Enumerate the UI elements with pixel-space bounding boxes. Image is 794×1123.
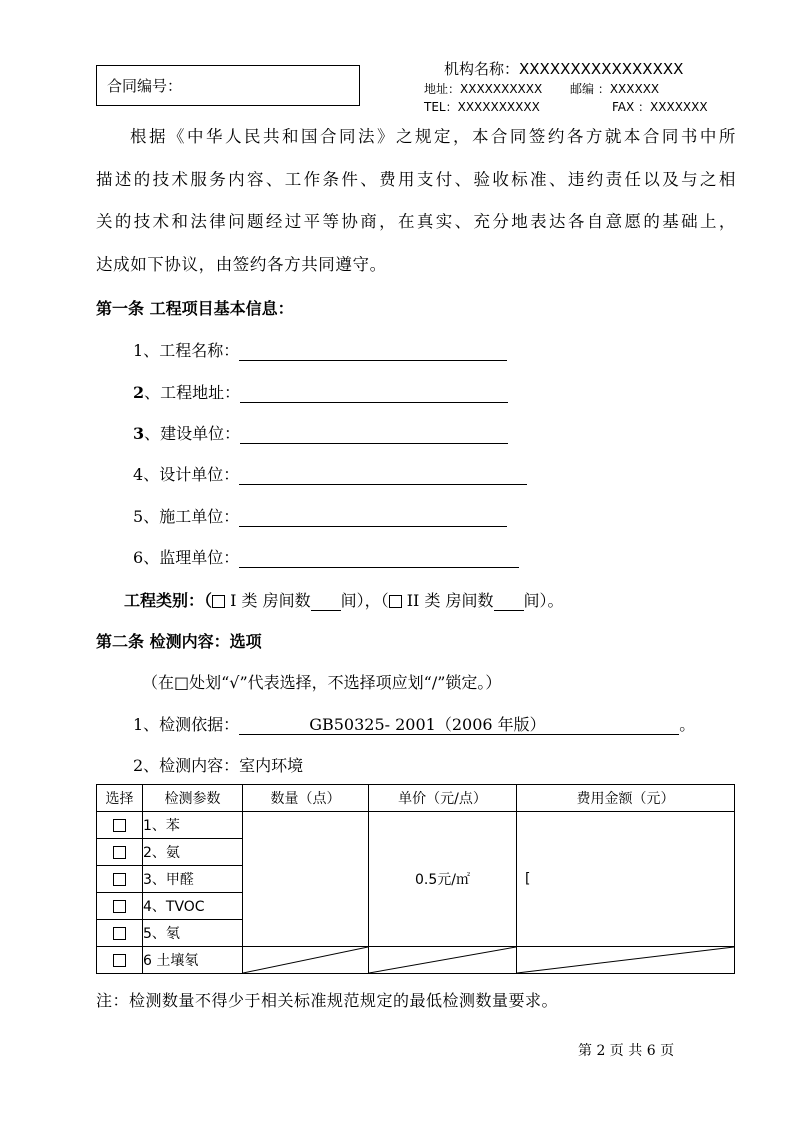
designer-field[interactable] bbox=[239, 466, 527, 485]
org-name: 机构名称：XXXXXXXXXXXXXXXX bbox=[444, 60, 684, 78]
quantity-cell[interactable] bbox=[243, 812, 369, 947]
project-category-row: 工程类别：（ I 类 房间数 间），（ II 类 房间数 间）。 bbox=[124, 591, 564, 610]
amount-cell[interactable]: [ bbox=[517, 812, 735, 947]
designer-label: 、设计单位： bbox=[143, 465, 240, 484]
constructor-field[interactable] bbox=[239, 508, 507, 527]
category-2-rooms-field[interactable] bbox=[494, 592, 524, 611]
select-checkbox[interactable] bbox=[113, 846, 126, 859]
project-name-row: 1、工程名称： bbox=[133, 338, 507, 361]
header-parameter: 检测参数 bbox=[143, 785, 243, 812]
select-checkbox[interactable] bbox=[113, 954, 126, 967]
constructor-row: 5、施工单位： bbox=[133, 504, 507, 527]
category-1-checkbox[interactable] bbox=[212, 595, 225, 608]
header-quantity: 数量（点） bbox=[243, 785, 369, 812]
diagonal-line bbox=[517, 947, 734, 973]
project-address-row: 2、工程地址： bbox=[133, 380, 508, 403]
unit-price-cell: 0.5元/㎡ bbox=[369, 812, 517, 947]
table-header-row bbox=[97, 785, 735, 812]
amount-locked-cell bbox=[517, 947, 735, 974]
intro-line-1: 根据《中华人民共和国合同法》之规定，本合同签约各方就本合同书中所 bbox=[130, 127, 736, 146]
category-1-rooms-field[interactable] bbox=[311, 592, 341, 611]
intro-line-3: 关的技术和法律问题经过平等协商，在真实、充分地表达各自意愿的基础上， bbox=[96, 212, 736, 231]
test-basis-value: GB50325- 2001（2006 年版） bbox=[309, 715, 546, 734]
parameter-cell: 2、氨 bbox=[143, 839, 243, 866]
supervisor-label: 、监理单位： bbox=[143, 548, 240, 567]
project-address-field[interactable] bbox=[240, 384, 508, 403]
org-fax: FAX ：XXXXXXX bbox=[612, 100, 708, 114]
builder-field[interactable] bbox=[240, 425, 508, 444]
category-2-checkbox[interactable] bbox=[389, 595, 402, 608]
article-1-title: 第一条 工程项目基本信息： bbox=[96, 299, 294, 318]
header-select: 选择 bbox=[97, 785, 143, 812]
select-checkbox[interactable] bbox=[113, 900, 126, 913]
intro-line-4: 达成如下协议，由签约各方共同遵守。 bbox=[96, 255, 387, 274]
select-checkbox[interactable] bbox=[113, 873, 126, 886]
header-amount: 费用金额（元） bbox=[517, 785, 735, 812]
project-name-field[interactable] bbox=[239, 342, 507, 361]
project-name-label: 、工程名称： bbox=[143, 341, 240, 360]
select-checkbox[interactable] bbox=[113, 819, 126, 832]
diagonal-line bbox=[369, 947, 516, 973]
org-tel: TEL：XXXXXXXXXX bbox=[424, 100, 540, 114]
parameter-cell: 6 土壤氡 bbox=[143, 947, 243, 974]
designer-row: 4、设计单位： bbox=[133, 462, 527, 485]
parameter-cell: 1、苯 bbox=[143, 812, 243, 839]
project-category-label: 工程类别 bbox=[124, 591, 189, 610]
selection-instruction: （在□处划“√”代表选择，不选择项应划“/”锁定。） bbox=[142, 673, 502, 692]
parameter-cell: 4、TVOC bbox=[143, 893, 243, 920]
builder-row: 3、建设单位： bbox=[133, 421, 508, 444]
test-basis-label: 1、检测依据： bbox=[133, 715, 240, 734]
contract-number-label: 合同编号： bbox=[107, 77, 183, 95]
project-address-label: 、工程地址： bbox=[144, 383, 241, 402]
header-unit-price: 单价（元/点） bbox=[369, 785, 517, 812]
diagonal-line bbox=[243, 947, 368, 973]
page-number: 第 2 页 共 6 页 bbox=[578, 1043, 675, 1059]
org-address: 地址：XXXXXXXXXX bbox=[424, 82, 543, 96]
unit-price-locked-cell bbox=[369, 947, 517, 974]
constructor-label: 、施工单位： bbox=[143, 507, 240, 526]
supervisor-field[interactable] bbox=[239, 549, 519, 568]
test-basis-field[interactable] bbox=[239, 716, 679, 735]
supervisor-row: 6、监理单位： bbox=[133, 545, 519, 568]
builder-label: 、建设单位： bbox=[144, 424, 241, 443]
table-row bbox=[97, 947, 735, 974]
test-items-table bbox=[96, 784, 735, 974]
org-zip: 邮编 ：XXXXXX bbox=[570, 82, 660, 96]
test-content-label: 2、检测内容：室内环境 bbox=[133, 756, 304, 775]
contract-number-box bbox=[96, 65, 360, 106]
quantity-locked-cell bbox=[243, 947, 369, 974]
table-row bbox=[97, 812, 735, 839]
select-checkbox[interactable] bbox=[113, 927, 126, 940]
intro-line-2: 描述的技术服务内容、工作条件、费用支付、验收标准、违约责任以及与之相 bbox=[96, 170, 736, 189]
article-2-title: 第二条 检测内容：选项 bbox=[96, 632, 262, 651]
test-basis-row: 1、检测依据： GB50325- 2001（2006 年版） 。 bbox=[133, 712, 695, 735]
footnote: 注：检测数量不得少于相关标准规范规定的最低检测数量要求。 bbox=[96, 991, 559, 1010]
parameter-cell: 5、氡 bbox=[143, 920, 243, 947]
parameter-cell: 3、甲醛 bbox=[143, 866, 243, 893]
